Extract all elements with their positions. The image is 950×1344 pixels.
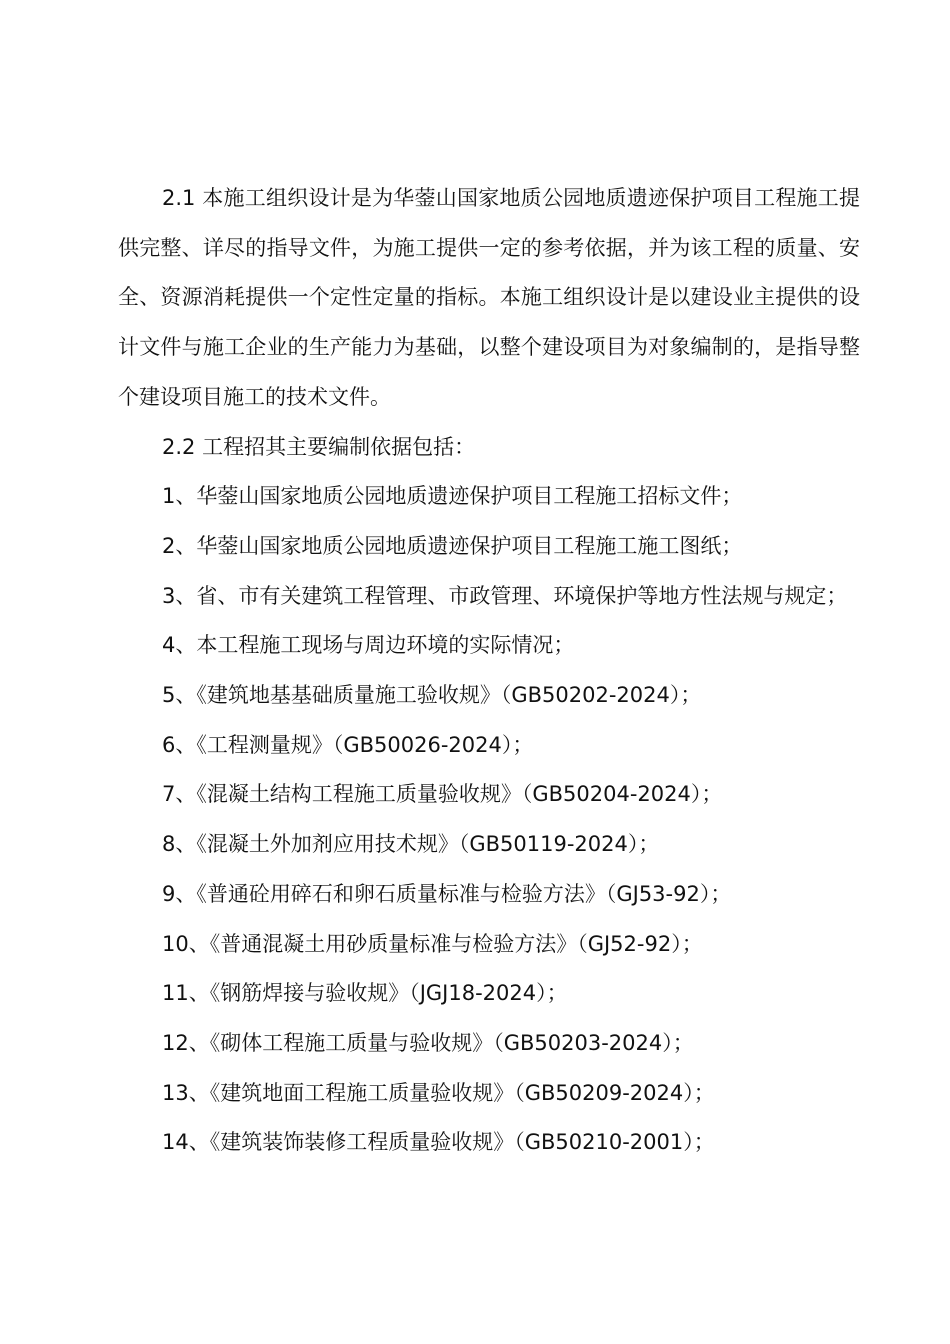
paragraph-2-1: 2.1 本施工组织设计是为华蓥山国家地质公园地质遗迹保护项目工程施工提供完整、详尽的指导文件，为施工提供一定的参考依据，并为该工程的质量、安全、资源消耗提供一个定性定量的指标。本施工组织设计是以建设业主提供的设计文件与施工企业的生产能力为基础，以整个建设项目为对象编制的，是指导整个建设项目施工的技术文件。 xyxy=(118,186,860,409)
basis-item-4: 4、本工程施工现场与周边环境的实际情况； xyxy=(162,633,575,658)
basis-item-12: 12、《砌体工程施工质量与验收规》（GB50203-2024）； xyxy=(162,1030,694,1055)
basis-item-3: 3、省、市有关建筑工程管理、市政管理、环境保护等地方性法规与规定； xyxy=(162,583,848,608)
basis-item-5: 5、《建筑地基基础质量施工验收规》（GB50202-2024）； xyxy=(162,683,702,708)
paragraph-2-2: 2.2 工程招其主要编制依据包括： xyxy=(162,434,476,459)
basis-item-2: 2、华蓥山国家地质公园地质遗迹保护项目工程施工施工图纸； xyxy=(162,533,743,558)
basis-item-6: 6、《工程测量规》（GB50026-2024）； xyxy=(162,732,534,757)
basis-item-8: 8、《混凝土外加剂应用技术规》（GB50119-2024）； xyxy=(162,832,660,857)
basis-item-1: 1、华蓥山国家地质公园地质遗迹保护项目工程施工招标文件； xyxy=(162,484,743,509)
basis-item-14: 14、《建筑装饰装修工程质量验收规》（GB50210-2001）； xyxy=(162,1130,715,1155)
basis-item-7: 7、《混凝土结构工程施工质量验收规》（GB50204-2024）； xyxy=(162,782,723,807)
document-body xyxy=(118,174,860,1168)
basis-item-11: 11、《钢筋焊接与验收规》（JGJ18-2024）； xyxy=(162,981,568,1006)
basis-item-10: 10、《普通混凝土用砂质量标准与检验方法》（GJ52-92）； xyxy=(162,931,703,956)
basis-item-13: 13、《建筑地面工程施工质量验收规》（GB50209-2024）； xyxy=(162,1080,715,1105)
basis-item-9: 9、《普通砼用碎石和卵石质量标准与检验方法》（GJ53-92）； xyxy=(162,881,732,906)
